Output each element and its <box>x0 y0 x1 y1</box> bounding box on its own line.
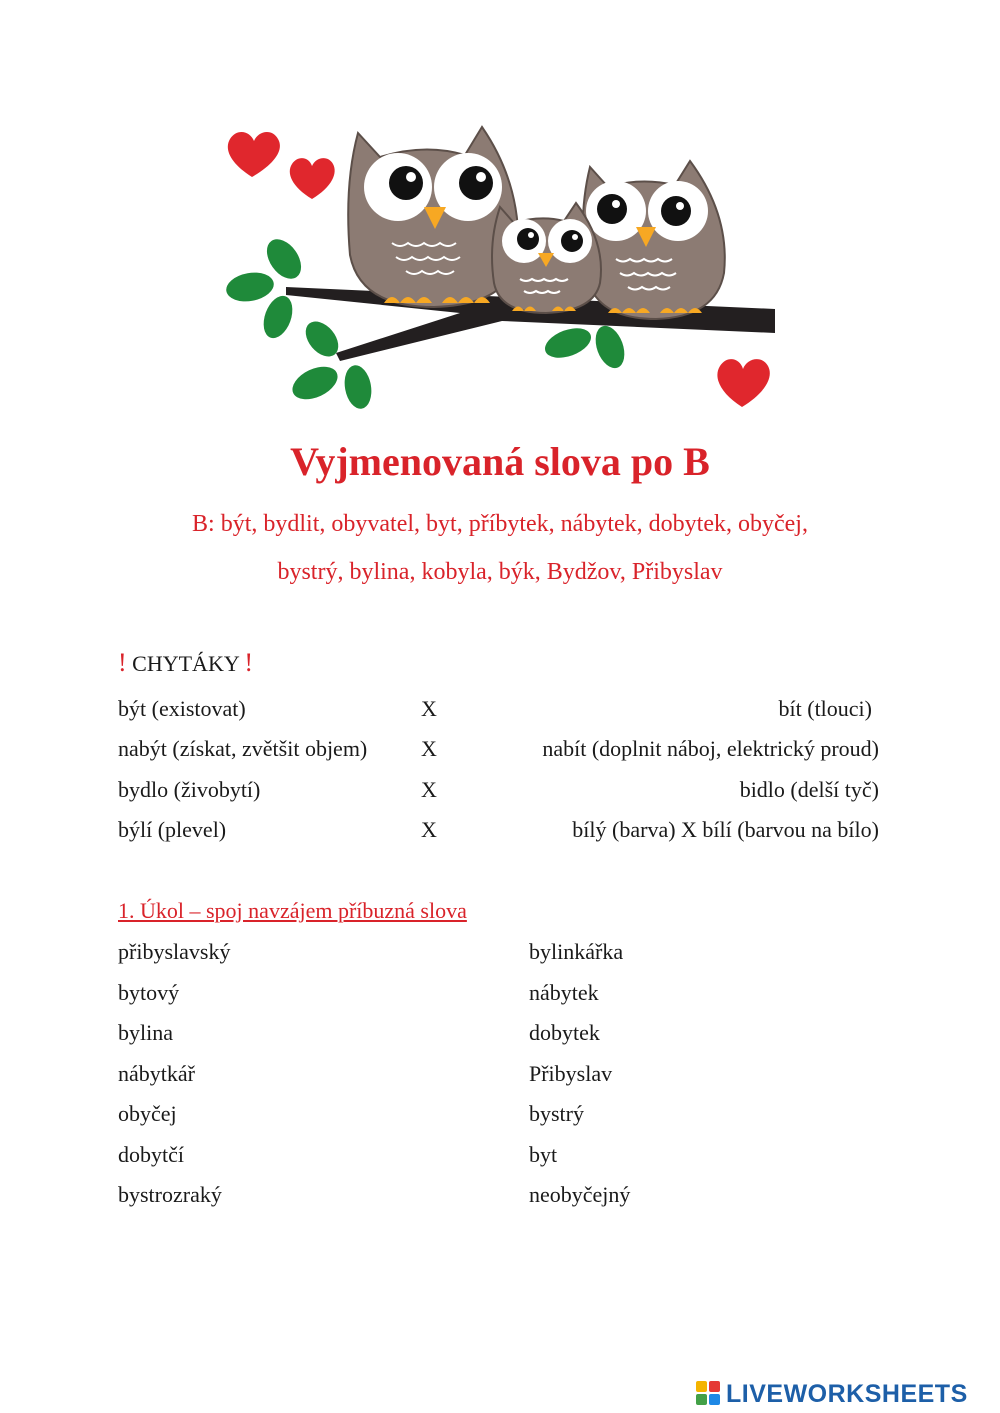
tricky-pair <box>0 777 1000 807</box>
page-title: Vyjmenovaná slova po B <box>290 439 710 484</box>
exclamation-icon: ! <box>118 648 127 677</box>
match-word-left[interactable]: obyčej <box>118 1101 177 1126</box>
match-word-right[interactable]: neobyčejný <box>529 1182 631 1207</box>
pair-separator: X <box>421 777 437 802</box>
pair-left: nabýt (získat, zvětšit objem) <box>118 736 368 761</box>
owl-right <box>583 161 725 319</box>
pair-separator: X <box>421 817 437 842</box>
heart-icon <box>228 132 280 177</box>
pair-separator: X <box>421 736 437 761</box>
tricky-label: CHYTÁKY <box>132 651 239 676</box>
pair-right: bílý (barva) X bílí (barvou na bílo) <box>572 817 879 842</box>
match-word-left[interactable]: dobytčí <box>118 1142 184 1167</box>
tricky-pair <box>0 736 1000 766</box>
match-word-right[interactable]: bystrý <box>529 1101 584 1126</box>
task-heading: 1. Úkol – spoj navzájem příbuzná slova <box>118 898 467 923</box>
match-word-left[interactable]: bylina <box>118 1020 173 1045</box>
logo-text: LIVEWORKSHEETS <box>726 1379 968 1408</box>
pair-left: být (existovat) <box>118 696 246 721</box>
match-word-right[interactable]: bylinkářka <box>529 939 624 964</box>
match-word-left[interactable]: bytový <box>118 980 180 1005</box>
match-word-left[interactable]: nábytkář <box>118 1061 195 1086</box>
pair-left: býlí (plevel) <box>118 817 227 842</box>
match-word-right[interactable]: byt <box>529 1142 558 1167</box>
owl-small <box>492 203 601 313</box>
match-word-right[interactable]: nábytek <box>529 980 599 1005</box>
match-word-right[interactable]: dobytek <box>529 1020 600 1045</box>
logo-icon <box>696 1381 722 1407</box>
heart-icon <box>290 158 335 199</box>
pair-left: bydlo (živobytí) <box>118 777 261 802</box>
word-list-line-2: bystrý, bylina, kobyla, býk, Bydžov, Přibyslav <box>277 559 723 585</box>
heart-icon <box>717 359 769 407</box>
match-word-left[interactable]: bystrozraký <box>118 1182 222 1207</box>
owls-illustration <box>210 115 790 425</box>
match-word-right[interactable]: Přibyslav <box>529 1061 613 1086</box>
word-list-line-1: B: být, bydlit, obyvatel, byt, příbytek, nábytek, dobytek, obyčej, <box>192 511 808 537</box>
match-word-left[interactable]: přibyslavský <box>118 939 231 964</box>
tricky-heading <box>118 648 253 678</box>
pair-right: nabít (doplnit náboj, elektrický proud) <box>542 736 879 761</box>
tricky-pair <box>0 817 1000 847</box>
liveworksheets-logo <box>696 1378 968 1410</box>
exclamation-icon: ! <box>244 648 254 677</box>
tricky-pair <box>0 696 1000 726</box>
pair-separator: X <box>421 696 437 721</box>
pair-right: bidlo (delší tyč) <box>739 777 879 802</box>
pair-right: bít (tlouci) <box>778 696 872 721</box>
